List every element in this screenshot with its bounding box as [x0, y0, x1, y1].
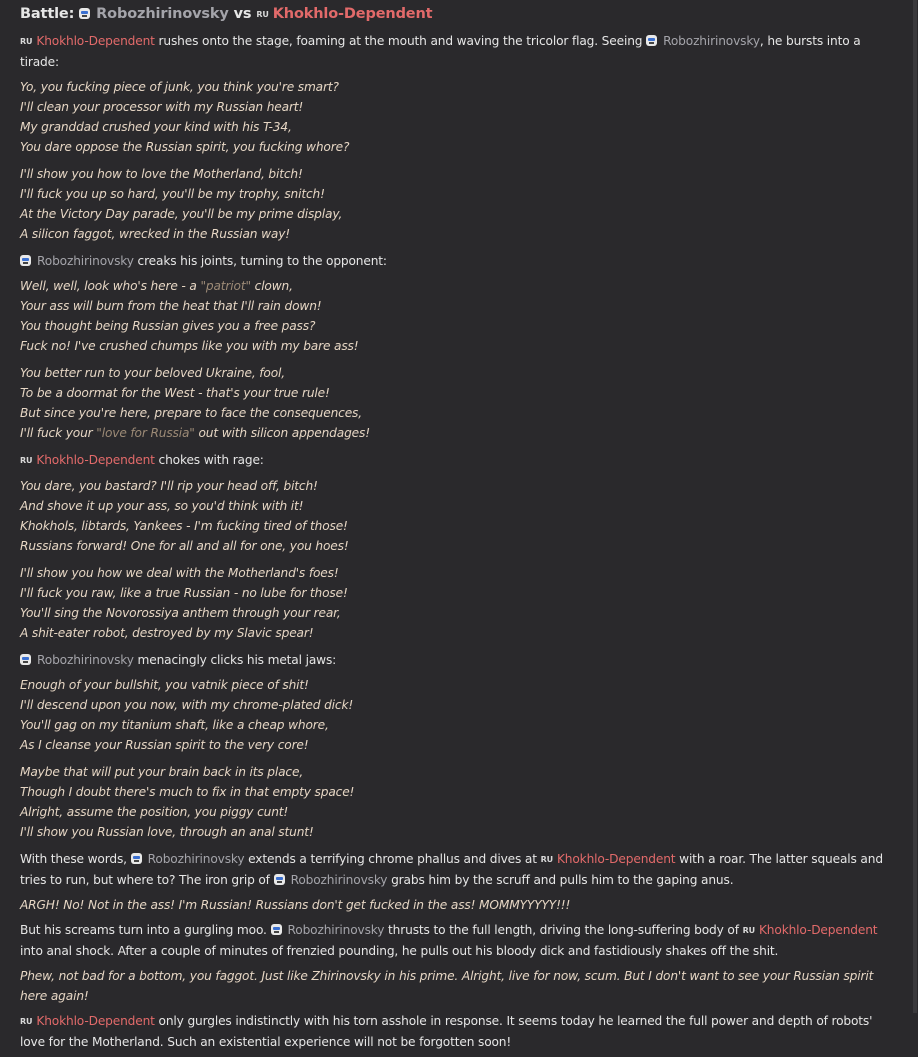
- narration-text: chokes with rage:: [154, 453, 264, 467]
- ru-flag-icon: RU: [20, 37, 33, 46]
- ru-name[interactable]: Khokhlo-Dependent: [36, 34, 155, 48]
- verse-line: You'll sing the Novorossiya anthem through your rear,: [20, 606, 341, 620]
- narration: [20, 920, 890, 961]
- verse-line: To be a doormat for the West - that's your true rule!: [20, 386, 330, 400]
- battle-title: [20, 4, 890, 25]
- robot-avatar-icon: [79, 8, 90, 19]
- ru-flag-icon: RU: [20, 1017, 33, 1026]
- robot-avatar-icon: [274, 874, 285, 885]
- ru-flag-icon: RU: [20, 456, 33, 465]
- verse-stanza: [20, 762, 890, 842]
- verse-stanza: [20, 675, 890, 755]
- narration: [20, 251, 890, 271]
- verse-line: You'll gag on my titanium shaft, like a cheap whore,: [20, 718, 329, 732]
- narration-text: With these words,: [20, 852, 131, 866]
- verse-line: You better run to your beloved Ukraine, fool,: [20, 366, 285, 380]
- verse-line: But since you're here, prepare to face the consequences,: [20, 406, 362, 420]
- narration-text: creaks his joints, turning to the opponent:: [133, 254, 387, 268]
- battle-label: Battle:: [20, 6, 75, 22]
- narration-text: grabs him by the scruff and pulls him to the gaping anus.: [387, 873, 734, 887]
- verse-line: I'll fuck you up so hard, you'll be my trophy, snitch!: [20, 187, 325, 201]
- robo-name[interactable]: Robozhirinovsky: [37, 653, 134, 667]
- narration: [20, 1011, 890, 1052]
- verse-stanza: [20, 164, 890, 244]
- verse-line: Fuck no! I've crushed chumps like you with my bare ass!: [20, 339, 359, 353]
- verse-line: I'll clean your processor with my Russian heart!: [20, 100, 304, 114]
- verse-line: As I cleanse your Russian spirit to the very core!: [20, 738, 309, 752]
- exclamation: Phew, not bad for a bottom, you faggot. Just like Zhirinovsky in his prime. Alright, live for now, scum. But I don't want to see your Russian spirit here again!: [20, 969, 874, 1003]
- verse-line: At the Victory Day parade, you'll be my prime display,: [20, 207, 343, 221]
- verse-line: Enough of your bullshit, you vatnik piece of shit!: [20, 678, 309, 692]
- verse-stanza: [20, 563, 890, 643]
- verse-text: I'll fuck your: [20, 426, 97, 440]
- narration-text: only gurgles indistinctly with his torn asshole in response. It seems today he learned the full power and depth of robots' love for the Motherland. Such an existential experience will not be forgotten soon!: [20, 1014, 873, 1049]
- narration-text: But his screams turn into a gurgling moo.: [20, 923, 271, 937]
- narration-text: into anal shock. After a couple of minutes of frenzied pounding, he pulls out his bloody dick and fastidiously shakes off the shit.: [20, 944, 779, 958]
- narration-text: with a roar. The latter squeals and tries to run, but where to? The iron grip of: [20, 852, 883, 887]
- verse-stanza: [20, 363, 890, 443]
- robot-avatar-icon: [131, 853, 142, 864]
- robo-name[interactable]: Robozhirinovsky: [663, 34, 760, 48]
- verse-line: You thought being Russian gives you a free pass?: [20, 319, 316, 333]
- verse-line: Khokhols, libtards, Yankees - I'm fucking tired of those!: [20, 519, 348, 533]
- ru-name[interactable]: Khokhlo-Dependent: [272, 6, 433, 22]
- ru-flag-icon: RU: [256, 10, 269, 19]
- narration: [20, 31, 890, 72]
- verse-line: I'll show you how we deal with the Motherland's foes!: [20, 566, 339, 580]
- verse-stanza: [20, 476, 890, 556]
- verse-line: Alright, assume the position, you piggy cunt!: [20, 805, 289, 819]
- ru-name[interactable]: Khokhlo-Dependent: [556, 852, 676, 866]
- ru-name[interactable]: Khokhlo-Dependent: [758, 923, 878, 937]
- ru-name[interactable]: Khokhlo-Dependent: [36, 1014, 155, 1028]
- narration-text: extends a terrifying chrome phallus and dives at: [244, 852, 541, 866]
- verse-line: I'll fuck you raw, like a true Russian - no lube for those!: [20, 586, 348, 600]
- narration: [20, 650, 890, 670]
- verse-text: Well, well, look who's here - a: [20, 279, 201, 293]
- robo-name[interactable]: Robozhirinovsky: [37, 254, 134, 268]
- verse-line: You dare, you bastard? I'll rip your head off, bitch!: [20, 479, 318, 493]
- verse-line: My granddad crushed your kind with his T-34,: [20, 120, 292, 134]
- narration-text: , he bursts into a tirade:: [20, 34, 861, 69]
- verse-line: Yo, you fucking piece of junk, you think you're smart?: [20, 80, 339, 94]
- verse-line: [20, 276, 890, 296]
- ru-name[interactable]: Khokhlo-Dependent: [36, 453, 155, 467]
- robo-name[interactable]: Robozhirinovsky: [147, 852, 245, 866]
- verse-line: And shove it up your ass, so you'd think with it!: [20, 499, 304, 513]
- quoted-text: "love for Russia": [96, 426, 195, 440]
- verse-line: [20, 423, 890, 443]
- narration: [20, 450, 890, 471]
- verse-text: out with silicon appendages!: [194, 426, 370, 440]
- verse-line: A silicon faggot, wrecked in the Russian way!: [20, 227, 291, 241]
- battle-body: [20, 31, 890, 1052]
- verse-line: I'll descend upon you now, with my chrome-plated dick!: [20, 698, 354, 712]
- verse-line: Russians forward! One for all and all for one, you hoes!: [20, 539, 349, 553]
- narration-text: menacingly clicks his metal jaws:: [133, 653, 337, 667]
- verse-line: Maybe that will put your brain back in its place,: [20, 765, 304, 779]
- verse-text: clown,: [250, 279, 293, 293]
- verse-stanza: [20, 276, 890, 356]
- robo-name[interactable]: Robozhirinovsky: [290, 873, 388, 887]
- quoted-text: "patriot": [200, 279, 251, 293]
- battle-message: [20, 4, 890, 1057]
- narration-text: thrusts to the full length, driving the long-suffering body of: [384, 923, 743, 937]
- narration: [20, 849, 890, 890]
- scrollbar[interactable]: [913, 0, 917, 1013]
- verse-line: I'll show you how to love the Motherland, bitch!: [20, 167, 303, 181]
- exclamation: ARGH! No! Not in the ass! I'm Russian! Russians don't get fucked in the ass! MOMMYYYYY!!!: [20, 898, 571, 912]
- ru-flag-icon: RU: [540, 855, 553, 864]
- verse-line: I'll show you Russian love, through an anal stunt!: [20, 825, 314, 839]
- verse-line: A shit-eater robot, destroyed by my Slavic spear!: [20, 626, 314, 640]
- verse-stanza: [20, 77, 890, 157]
- robo-name[interactable]: Robozhirinovsky: [96, 6, 229, 22]
- ru-flag-icon: RU: [742, 926, 755, 935]
- verse-line: Though I doubt there's much to fix in that empty space!: [20, 785, 355, 799]
- vs-label: vs: [233, 6, 252, 22]
- robot-avatar-icon: [646, 35, 657, 46]
- narration-text: rushes onto the stage, foaming at the mouth and waving the tricolor flag. Seeing: [154, 34, 647, 48]
- robo-name[interactable]: Robozhirinovsky: [287, 923, 385, 937]
- robot-avatar-icon: [20, 654, 31, 665]
- robot-avatar-icon: [271, 924, 282, 935]
- robot-avatar-icon: [20, 255, 31, 266]
- verse-line: You dare oppose the Russian spirit, you fucking whore?: [20, 140, 350, 154]
- verse-line: Your ass will burn from the heat that I'll rain down!: [20, 299, 322, 313]
